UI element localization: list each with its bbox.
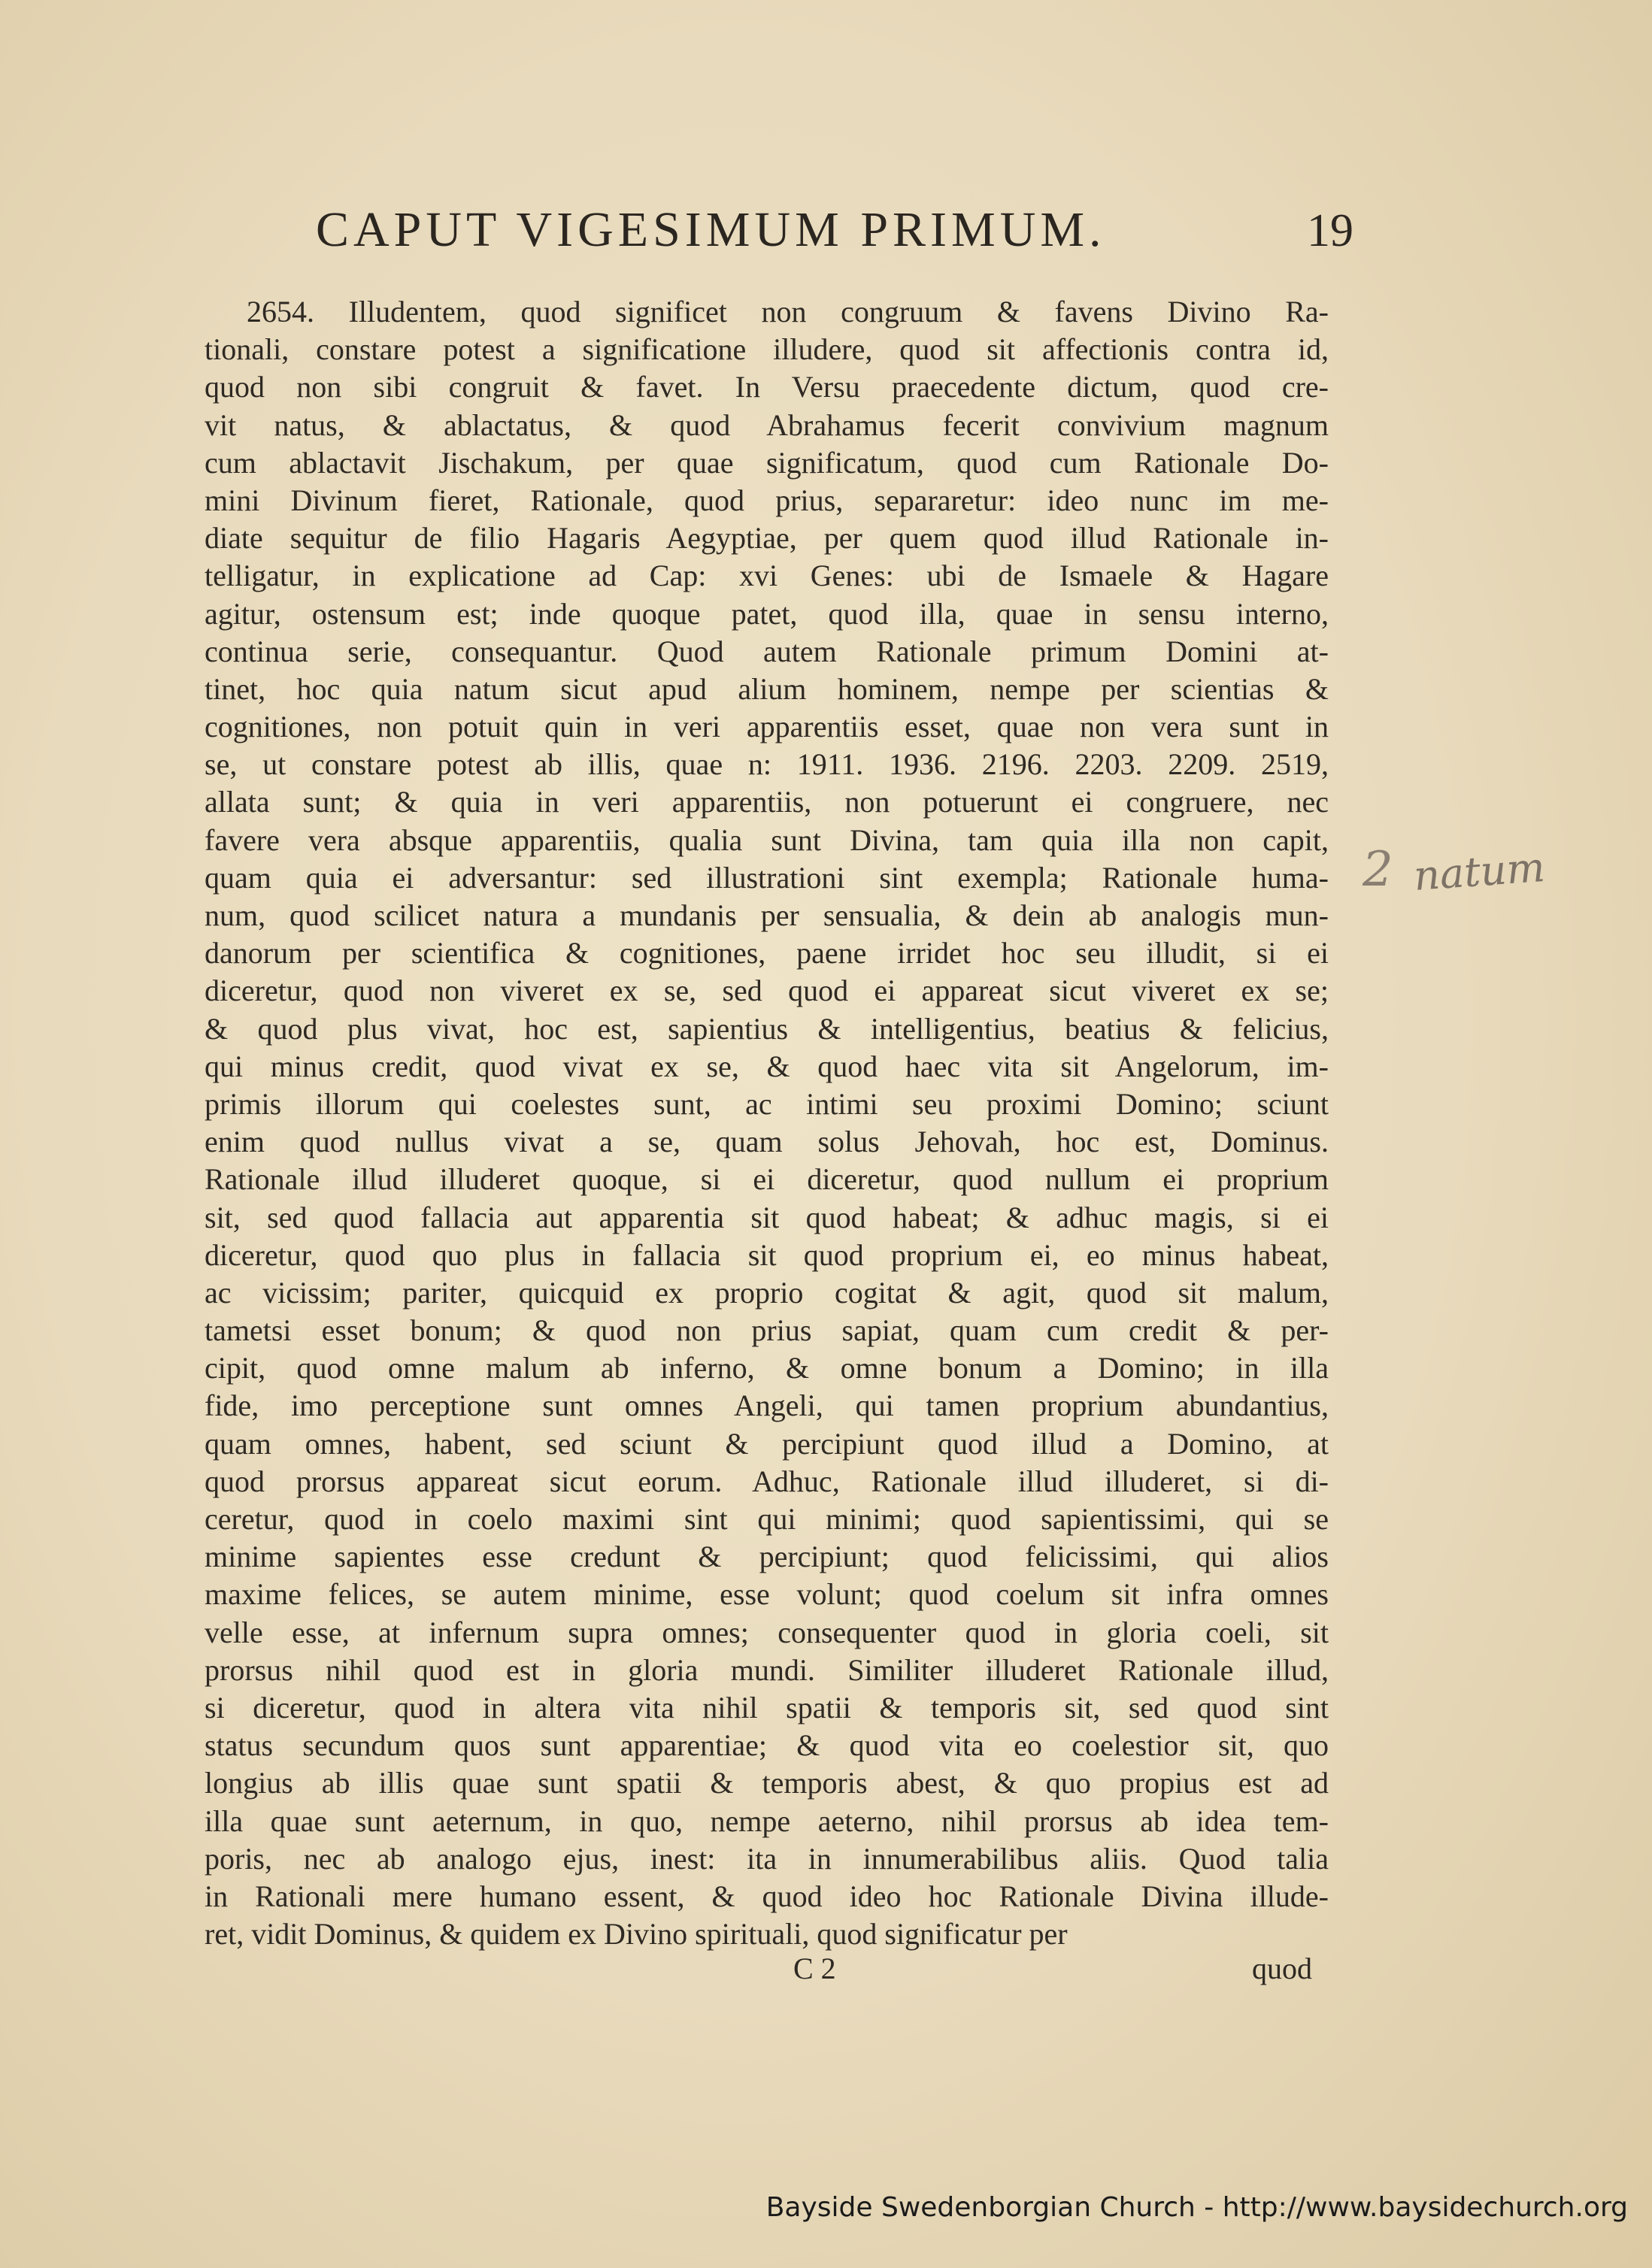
text-line: vit natus, & ablactatus, & quod Abrahamus fecerit convivium magnum	[205, 407, 1329, 442]
text-line: si diceretur, quod in altera vita nihil spatii & temporis sit, sed quod sint	[205, 1690, 1329, 1724]
text-line: quod non sibi congruit & favet. In Versu praecedente dictum, quod cre-	[205, 370, 1329, 404]
text-line: cum ablactavit Jischakum, per quae significatum, quod cum Rationale Do-	[205, 445, 1329, 480]
text-line: agitur, ostensum est; inde quoque patet, quod illa, quae in sensu interno,	[205, 596, 1329, 631]
signature-mark: C 2	[793, 1952, 836, 1985]
margin-mark: 2	[1363, 842, 1393, 898]
page-number: 19	[1307, 205, 1353, 256]
catchword: quod	[1252, 1952, 1312, 1985]
text-line: tinet, hoc quia natum sicut apud alium hominem, nempe per scientias &	[205, 671, 1329, 706]
text-line: Rationale illud illuderet quoque, si ei diceretur, quod nullum ei proprium	[205, 1162, 1329, 1197]
text-line: diceretur, quod non viveret ex se, sed quod ei appareat sicut viveret ex se;	[205, 974, 1329, 1008]
text-line: ret, vidit Dominus, & quidem ex Divino spirituali, quod significatur per	[205, 1917, 1068, 1952]
text-line: danorum per scientifica & cognitiones, paene irridet hoc seu illudit, si ei	[205, 936, 1329, 970]
text-line: velle esse, at infernum supra omnes; consequenter quod in gloria coeli, sit	[205, 1615, 1329, 1649]
text-line: se, ut constare potest ab illis, quae n: 1911. 1936. 2196. 2203. 2209. 2519,	[205, 747, 1329, 782]
text-line: tametsi esset bonum; & quod non prius sapiat, quam cum credit & per-	[205, 1313, 1329, 1348]
text-line: 2654. Illudentem, quod significet non congruum & favens Divino Ra-	[247, 295, 1329, 329]
running-title: CAPUT VIGESIMUM PRIMUM.	[316, 202, 1106, 257]
text-line: ceretur, quod in coelo maximi sint qui minimi; quod sapientissimi, qui se	[205, 1502, 1329, 1536]
text-line: favere vera absque apparentiis, qualia sunt Divina, tam quia illa non capit,	[205, 822, 1329, 857]
text-line: diate sequitur de filio Hagaris Aegyptiae, per quem quod illud Rationale in-	[205, 521, 1329, 556]
text-line: cipit, quod omne malum ab inferno, & omne bonum a Domino; in illa	[205, 1351, 1329, 1385]
text-line: longius ab illis quae sunt spatii & temporis abest, & quo propius est ad	[205, 1766, 1329, 1800]
body-text	[205, 293, 1329, 1953]
text-line: qui minus credit, quod vivat ex se, & quod haec vita sit Angelorum, im-	[205, 1049, 1329, 1083]
running-head	[316, 201, 1353, 269]
text-line: fide, imo perceptione sunt omnes Angeli, qui tamen proprium abundantius,	[205, 1388, 1329, 1423]
text-line: num, quod scilicet natura a mundanis per sensualia, & dein ab analogis mun-	[205, 898, 1329, 932]
text-line: sit, sed quod fallacia aut apparentia sit quod habeat; & adhuc magis, si ei	[205, 1200, 1329, 1234]
text-line: diceretur, quod quo plus in fallacia sit quod proprium ei, eo minus habeat,	[205, 1237, 1329, 1272]
source-watermark: Bayside Swedenborgian Church - http://www.baysidechurch.org	[765, 2192, 1628, 2223]
text-line: quod prorsus appareat sicut eorum. Adhuc, Rationale illud illuderet, si di-	[205, 1464, 1329, 1498]
text-line: continua serie, consequantur. Quod autem Rationale primum Domini at-	[205, 634, 1329, 668]
text-line: maxime felices, se autem minime, esse volunt; quod coelum sit infra omnes	[205, 1577, 1329, 1612]
text-line: illa quae sunt aeternum, in quo, nempe aeterno, nihil prorsus ab idea tem-	[205, 1803, 1329, 1838]
text-line: prorsus nihil quod est in gloria mundi. Similiter illuderet Rationale illud,	[205, 1652, 1329, 1687]
text-line: minime sapientes esse credunt & percipiunt; quod felicissimi, qui alios	[205, 1540, 1329, 1574]
text-line: telligatur, in explicatione ad Cap: xvi Genes: ubi de Ismaele & Hagare	[205, 559, 1329, 593]
text-line: primis illorum qui coelestes sunt, ac intimi seu proximi Domino; sciunt	[205, 1086, 1329, 1121]
text-line: quam omnes, habent, sed sciunt & percipiunt quod illud a Domino, at	[205, 1426, 1329, 1461]
text-line: in Rationali mere humano essent, & quod ideo hoc Rationale Divina illude-	[205, 1879, 1329, 1913]
text-line: cognitiones, non potuit quin in veri apparentiis esset, quae non vera sunt in	[205, 710, 1329, 744]
text-line: enim quod nullus vivat a se, quam solus Jehovah, hoc est, Dominus.	[205, 1125, 1329, 1159]
text-line: ac vicissim; pariter, quicquid ex proprio cogitat & agit, quod sit malum,	[205, 1275, 1329, 1310]
text-line: quam quia ei adversantur: sed illustrationi sint exempla; Rationale huma-	[205, 860, 1329, 895]
text-line: allata sunt; & quia in veri apparentiis, non potuerunt ei congruere, nec	[205, 785, 1329, 819]
text-line: status secundum quos sunt apparentiae; & quod vita eo coelestior sit, quo	[205, 1728, 1329, 1763]
text-line: mini Divinum fieret, Rationale, quod prius, separaretur: ideo nunc im me-	[205, 483, 1329, 517]
text-line: & quod plus vivat, hoc est, sapientius & intelligentius, beatius & felicius,	[205, 1011, 1329, 1046]
handwritten-margin-note: natum	[1412, 843, 1547, 901]
text-line: poris, nec ab analogo ejus, inest: ita in innumerabilibus aliis. Quod talia	[205, 1841, 1329, 1876]
text-line: tionali, constare potest a significatione illudere, quod sit affectionis contra id,	[205, 332, 1329, 367]
